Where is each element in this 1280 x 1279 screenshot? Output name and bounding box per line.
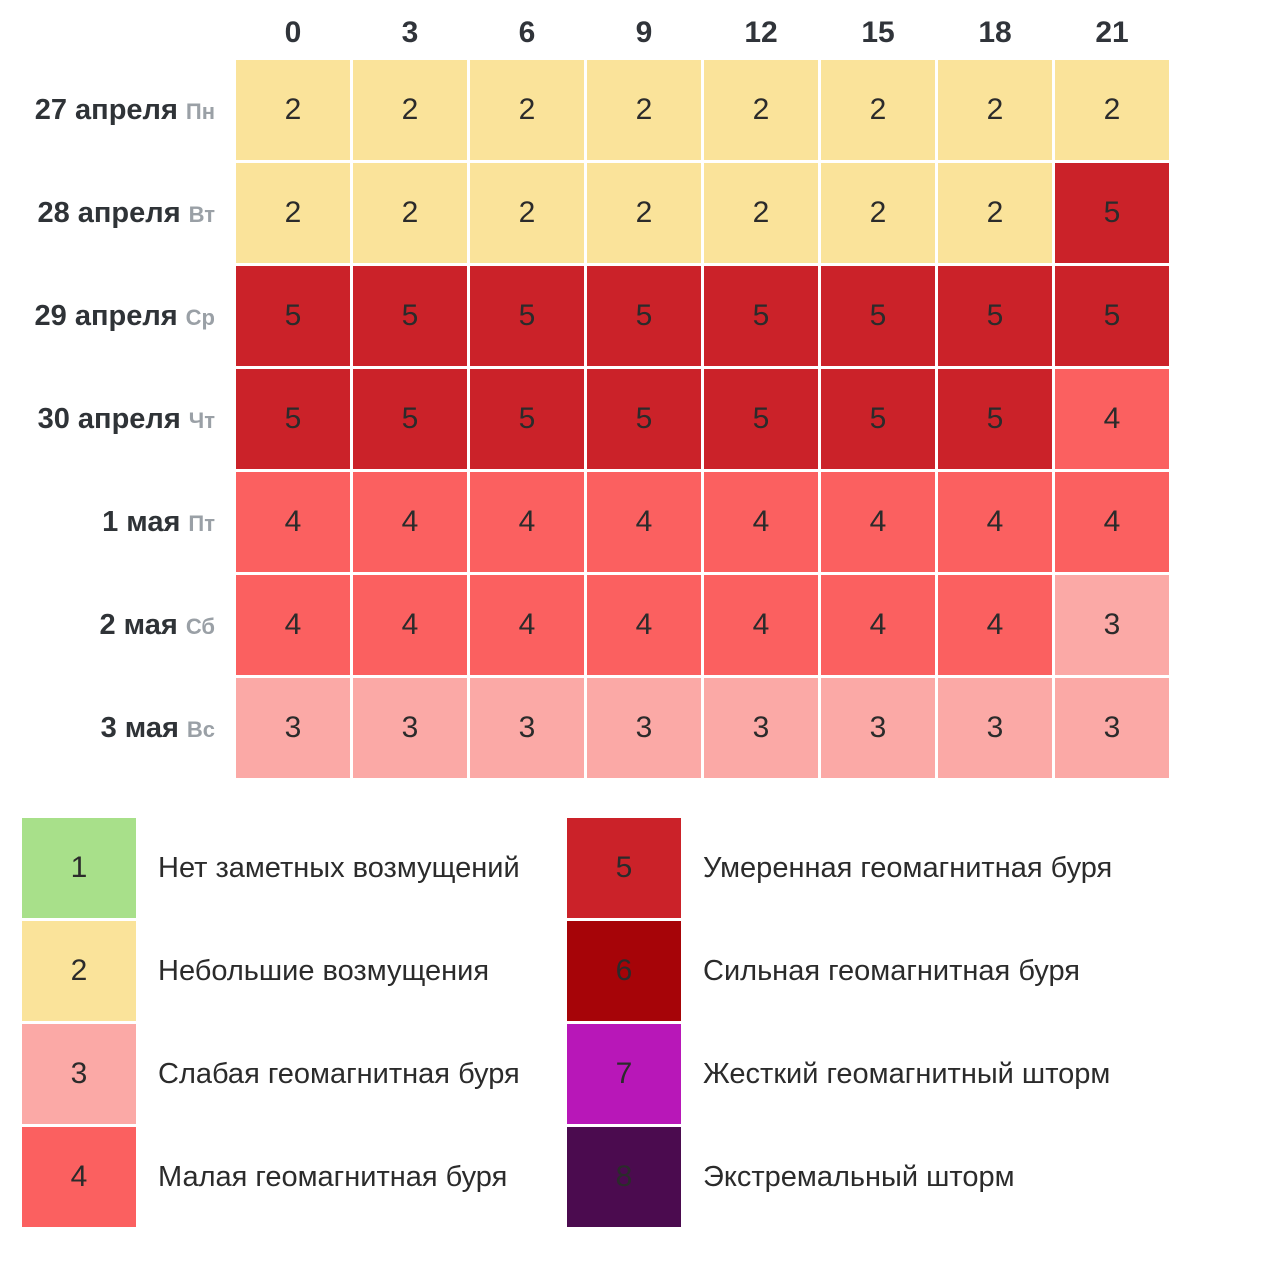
kp-cell: 4 — [470, 472, 584, 572]
hour-label-18: 18 — [978, 16, 1012, 49]
day-label — [11, 678, 233, 778]
kp-cell: 3 — [587, 678, 701, 778]
legend-label: Жесткий геомагнитный шторм — [703, 1057, 1111, 1090]
kp-cell: 4 — [821, 575, 935, 675]
day-label — [11, 472, 233, 572]
kp-cell: 4 — [704, 575, 818, 675]
kp-cell: 5 — [236, 369, 350, 469]
legend-item — [567, 818, 1112, 918]
heatmap-corner — [11, 9, 233, 57]
kp-cell: 5 — [821, 266, 935, 366]
legend-item — [567, 921, 1112, 1021]
heatmap-row — [11, 266, 1169, 366]
kp-cell: 2 — [1055, 60, 1169, 160]
kp-cell: 4 — [938, 472, 1052, 572]
kp-cell: 2 — [236, 60, 350, 160]
kp-cell: 4 — [236, 472, 350, 572]
day-weekday: Ср — [185, 304, 215, 330]
legend-swatch: 2 — [22, 921, 136, 1021]
day-date: 3 мая — [100, 711, 179, 744]
day-label — [11, 575, 233, 675]
legend-label: Сильная геомагнитная буря — [703, 954, 1080, 987]
kp-cell: 2 — [938, 60, 1052, 160]
day-label — [11, 163, 233, 263]
legend-label: Небольшие возмущения — [158, 954, 490, 987]
kp-cell: 5 — [353, 369, 467, 469]
heatmap-row — [11, 369, 1169, 469]
kp-cell: 4 — [1055, 369, 1169, 469]
kp-cell: 4 — [587, 575, 701, 675]
kp-cell: 3 — [236, 678, 350, 778]
legend-label: Умеренная геомагнитная буря — [703, 851, 1113, 884]
legend-item — [22, 1024, 520, 1124]
kp-cell: 3 — [821, 678, 935, 778]
legend-item — [22, 921, 520, 1021]
day-date: 1 мая — [102, 505, 181, 538]
day-weekday: Пт — [188, 510, 215, 536]
legend-item — [22, 818, 520, 918]
kp-cell: 2 — [587, 60, 701, 160]
kp-cell: 4 — [1055, 472, 1169, 572]
kp-cell: 5 — [821, 369, 935, 469]
kp-cell: 4 — [821, 472, 935, 572]
legend-item — [567, 1024, 1112, 1124]
legend-label: Слабая геомагнитная буря — [158, 1057, 520, 1090]
kp-cell: 5 — [236, 266, 350, 366]
kp-cell: 3 — [353, 678, 467, 778]
legend-swatch: 1 — [22, 818, 136, 918]
kp-cell: 2 — [704, 163, 818, 263]
hour-label-12: 12 — [744, 16, 778, 49]
legend-swatch: 6 — [567, 921, 681, 1021]
hour-header-row — [11, 9, 1169, 57]
day-date: 29 апреля — [34, 299, 178, 332]
day-date: 30 апреля — [37, 402, 181, 435]
hour-label-15: 15 — [861, 16, 895, 49]
kp-cell: 5 — [704, 369, 818, 469]
legend-item — [22, 1127, 520, 1227]
kp-cell: 5 — [704, 266, 818, 366]
legend-item — [567, 1127, 1112, 1227]
kp-cell: 4 — [470, 575, 584, 675]
heatmap-row — [11, 678, 1169, 778]
kp-cell: 4 — [353, 575, 467, 675]
kp-cell: 2 — [821, 163, 935, 263]
kp-cell: 4 — [236, 575, 350, 675]
day-label — [11, 266, 233, 366]
kp-cell: 5 — [587, 266, 701, 366]
kp-cell: 5 — [587, 369, 701, 469]
kp-cell: 4 — [353, 472, 467, 572]
kp-cell: 5 — [1055, 266, 1169, 366]
day-weekday: Чт — [188, 407, 215, 433]
hour-label-6: 6 — [518, 16, 536, 49]
legend-label: Экстремальный шторм — [703, 1160, 1015, 1193]
hour-label-9: 9 — [635, 16, 653, 49]
kp-cell: 3 — [938, 678, 1052, 778]
kp-cell: 2 — [353, 60, 467, 160]
kp-cell: 4 — [587, 472, 701, 572]
legend-swatch: 8 — [567, 1127, 681, 1227]
kp-cell: 4 — [704, 472, 818, 572]
legend-swatch: 4 — [22, 1127, 136, 1227]
kp-cell: 2 — [704, 60, 818, 160]
kp-cell: 4 — [938, 575, 1052, 675]
day-weekday: Вс — [186, 716, 215, 742]
day-weekday: Сб — [185, 613, 215, 639]
heatmap-row — [11, 60, 1169, 160]
day-date: 28 апреля — [37, 196, 181, 229]
day-label — [11, 60, 233, 160]
legend-label: Нет заметных возмущений — [158, 851, 520, 884]
heatmap-row — [11, 472, 1169, 572]
kp-index-heatmap — [8, 6, 1172, 781]
kp-cell: 5 — [353, 266, 467, 366]
heatmap-body — [11, 60, 1169, 778]
heatmap-row — [11, 575, 1169, 675]
day-weekday: Пн — [185, 98, 215, 124]
kp-cell: 3 — [470, 678, 584, 778]
hour-label-0: 0 — [284, 16, 302, 49]
kp-cell: 2 — [236, 163, 350, 263]
kp-cell: 5 — [938, 369, 1052, 469]
kp-cell: 2 — [353, 163, 467, 263]
kp-cell: 2 — [821, 60, 935, 160]
hour-label-21: 21 — [1095, 16, 1129, 49]
legend-swatch: 3 — [22, 1024, 136, 1124]
day-label — [11, 369, 233, 469]
legend-column-right — [567, 818, 1112, 1230]
kp-cell: 5 — [938, 266, 1052, 366]
legend-swatch: 7 — [567, 1024, 681, 1124]
heatmap-row — [11, 163, 1169, 263]
legend-swatch: 5 — [567, 818, 681, 918]
kp-cell: 3 — [1055, 678, 1169, 778]
kp-cell: 5 — [470, 369, 584, 469]
kp-cell: 5 — [1055, 163, 1169, 263]
day-date: 2 мая — [99, 608, 178, 641]
kp-cell: 2 — [938, 163, 1052, 263]
day-weekday: Вт — [188, 201, 215, 227]
kp-cell: 5 — [470, 266, 584, 366]
legend-column-left — [22, 818, 520, 1230]
hour-label-3: 3 — [401, 16, 419, 49]
kp-cell: 2 — [470, 60, 584, 160]
kp-cell: 2 — [470, 163, 584, 263]
day-date: 27 апреля — [34, 93, 178, 126]
kp-cell: 3 — [1055, 575, 1169, 675]
kp-cell: 2 — [587, 163, 701, 263]
legend-label: Малая геомагнитная буря — [158, 1160, 508, 1193]
kp-cell: 3 — [704, 678, 818, 778]
